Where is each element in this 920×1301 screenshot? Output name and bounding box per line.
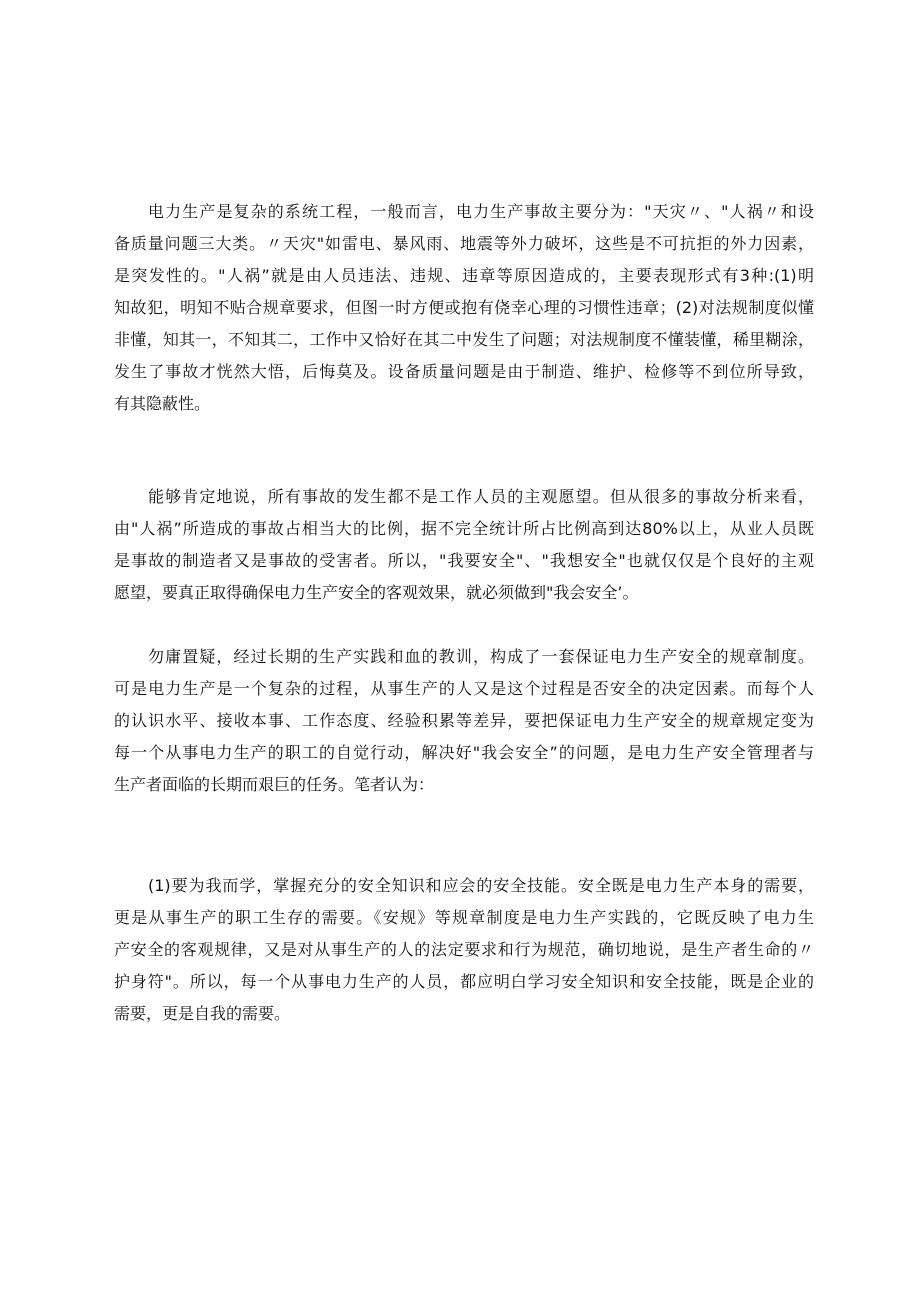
text-line: 护身符"。所以，每一个从事电力生产的人员，都应明白学习安全知识和安全技能，既是企业的 [114,972,814,991]
text-line: 可是电力生产是一个复杂的过程，从事生产的人又是这个过程是否安全的决定因素。而每个人 [114,679,814,698]
text-line: 产安全的客观规律，又是对从事生产的人的法定要求和行为规范，确切地说，是生产者生命的〃 [114,940,814,959]
paragraph-safety-regulations [114,641,814,801]
text-line: 发生了事故才恍然大悟，后悔莫及。设备质量问题是由于制造、维护、检修等不到位所导致， [114,362,814,381]
text-line: 由"人祸”所造成的事故占相当大的比例，据不完全统计所占比例高到达80%以上，从业人员既 [114,519,814,538]
text-line: 是事故的制造者又是事故的受害者。所以，"我要安全"、"我想安全"也就仅仅是个良好的主观 [114,551,814,570]
text-line: 知故犯，明知不贴合规章要求，但图一时方便或抱有侥幸心理的习惯性违章；(2)对法规制度似懂 [114,298,814,317]
text-line: 更是从事生产的职工生存的需要。《安规》等规章制度是电力生产实践的，它既反映了电力生 [114,908,814,927]
text-line: 勿庸置疑，经过长期的生产实践和血的教训，构成了一套保证电力生产安全的规章制度。 [148,647,814,666]
text-line: 电力生产是复杂的系统工程，一般而言，电力生产事故主要分为："天灾〃、"人祸〃和设 [148,202,814,221]
text-line: 的认识水平、接收本事、工作态度、经验积累等差异，要把保证电力生产安全的规章规定变为 [114,711,814,730]
text-line: 能够肯定地说，所有事故的发生都不是工作人员的主观愿望。但从很多的事故分析来看， [148,487,814,506]
text-line: 是突发性的。"人祸”就是由人员违法、违规、违章等原因造成的，主要表现形式有3种:(1)明 [114,266,814,285]
text-line: 需要，更是自我的需要。 [114,1004,291,1023]
paragraph-accident-types [114,196,814,420]
text-line: 愿望，要真正取得确保电力生产安全的客观效果，就必须做到"我会安全’。 [114,583,639,602]
text-line: 备质量问题三大类。〃天灾"如雷电、暴风雨、地震等外力破坏，这些是不可抗拒的外力因素， [114,234,814,253]
text-line: (1)要为我而学，掌握充分的安全知识和应会的安全技能。安全既是电力生产本身的需要， [148,876,814,895]
text-line: 有其隐蔽性。 [114,394,211,413]
paragraph-human-factor [114,481,814,609]
text-line: 生产者面临的长期而艰巨的任务。笔者认为： [114,775,435,794]
text-line: 非懂，知其一，不知其二，工作中又恰好在其二中发生了问题；对法规制度不懂装懂，稀里糊涂， [114,330,814,349]
paragraph-point-one [114,870,814,1030]
text-line: 每一个从事电力生产的职工的自觉行动，解决好"我会安全”的问题，是电力生产安全管理者与 [114,743,814,762]
